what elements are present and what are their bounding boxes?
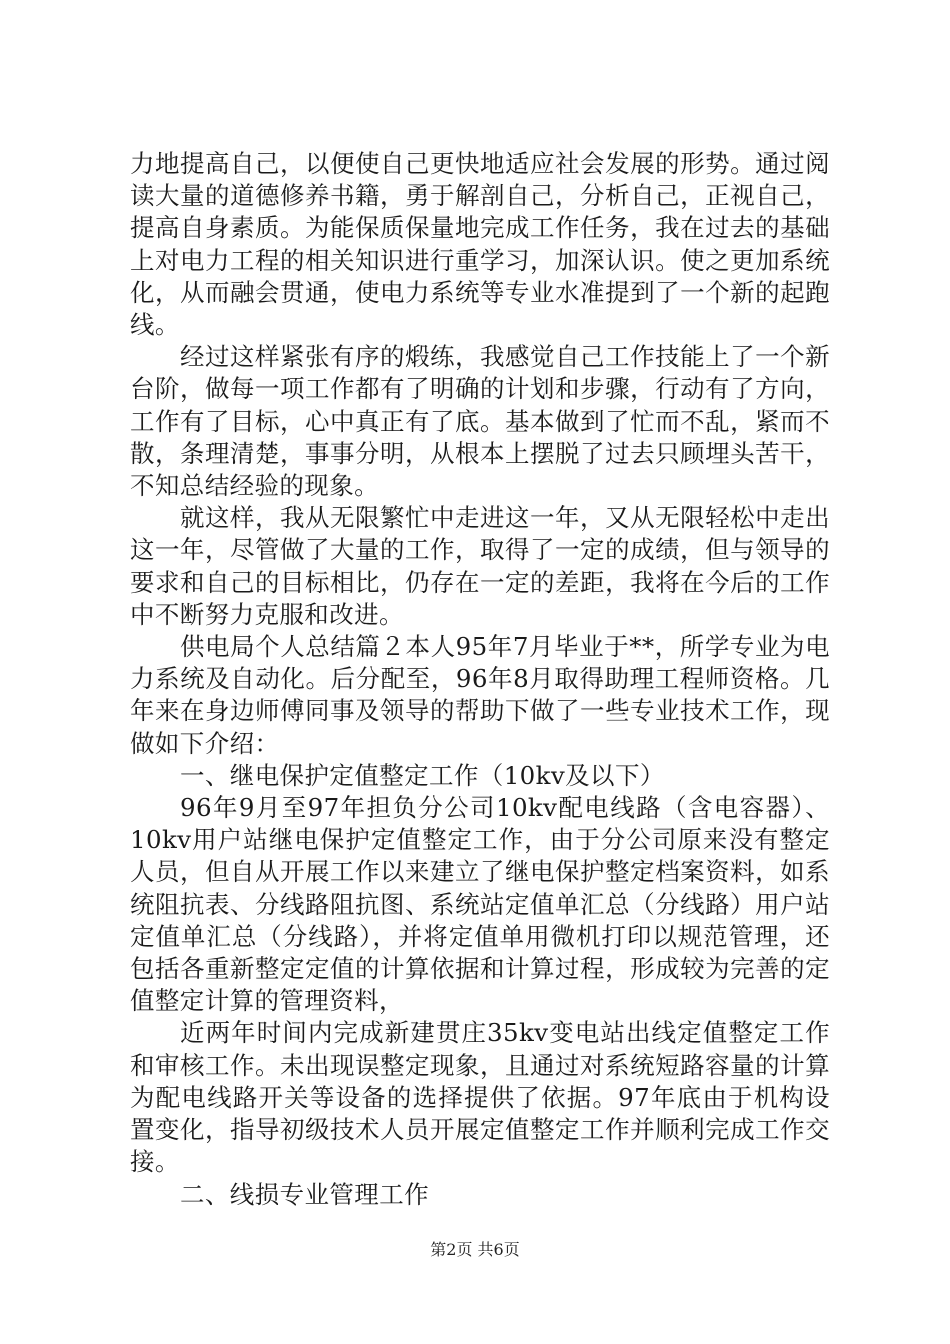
page-number: 第2页 共6页	[430, 1240, 520, 1259]
paragraph: 力地提高自己，以便使自己更快地适应社会发展的形势。通过阅读大量的道德修养书籍，勇于解剖自己，分析自己，正视自己，提高自身素质。为能保质保量地完成工作任务，我在过去的基础上对电力工程的相关知识进行重学习，加深认识。使之更加系统化，从而融会贯通，使电力系统等专业水准提到了一个新的起跑线。	[130, 149, 830, 340]
section-heading: 二、线损专业管理工作	[180, 1179, 429, 1209]
page-footer	[0, 1240, 950, 1260]
section-heading: 一、继电保护定值整定工作（10kv及以下）	[180, 760, 665, 790]
paragraph: 就这样，我从无限繁忙中走进这一年，又从无限轻松中走出这一年，尽管做了大量的工作，取得了一定的成绩，但与领导的要求和自己的目标相比，仍存在一定的差距，我将在今后的工作中不断努力克服和改进。	[130, 503, 830, 629]
paragraph: 供电局个人总结篇２本人95年7月毕业于**，所学专业为电力系统及自动化。后分配至，96年8月取得助理工程师资格。几年来在身边师傅同事及领导的帮助下做了一些专业技术工作，现做如下介绍：	[130, 632, 830, 758]
paragraph: 近两年时间内完成新建贯庄35kv变电站出线定值整定工作和审核工作。未出现误整定现象，且通过对系统短路容量的计算为配电线路开关等设备的选择提供了依据。97年底由于机构设置变化，指导初级技术人员开展定值整定工作并顺利完成工作交接。	[130, 1018, 830, 1177]
paragraph: 96年9月至97年担负分公司10kv配电线路（含电容器）、10kv用户站继电保护定值整定工作，由于分公司原来没有整定人员，但自从开展工作以来建立了继电保护整定档案资料，如系统阻抗表、分线路阻抗图、系统站定值单汇总（分线路）用户站定值单汇总（分线路），并将定值单用微机打印以规范管理，还包括各重新整定定值的计算依据和计算过程，形成较为完善的定值整定计算的管理资料，	[130, 793, 830, 1016]
document-body	[130, 148, 830, 1211]
paragraph: 经过这样紧张有序的煅练，我感觉自己工作技能上了一个新台阶，做每一项工作都有了明确的计划和步骤，行动有了方向，工作有了目标，心中真正有了底。基本做到了忙而不乱，紧而不散，条理清楚，事事分明，从根本上摆脱了过去只顾埋头苦干，不知总结经验的现象。	[130, 342, 830, 501]
